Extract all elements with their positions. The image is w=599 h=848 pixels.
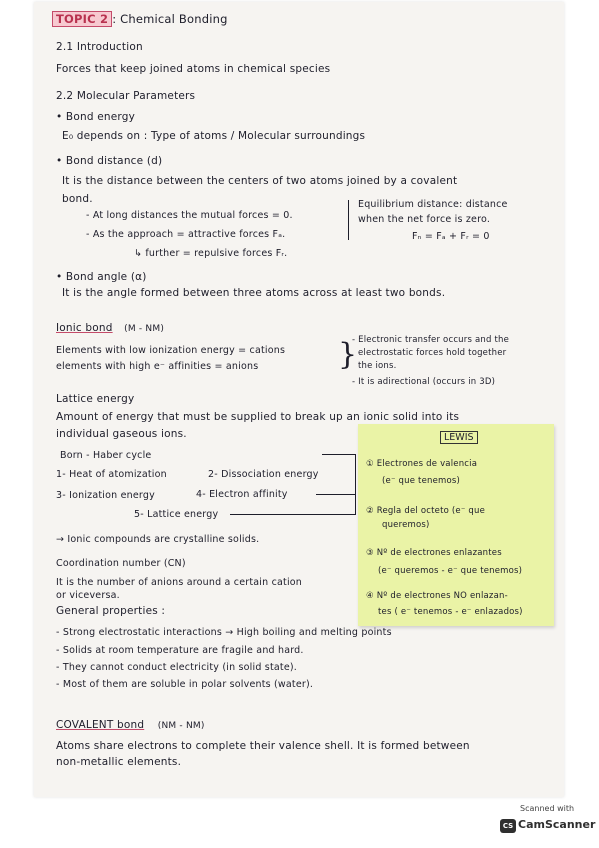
bond-angle-label: • Bond angle (α) — [56, 271, 147, 283]
transfer-line-3: the ions. — [358, 361, 397, 371]
adirectional-text: - It is adirectional (occurs in 3D) — [352, 377, 496, 387]
transfer-line-2: electrostatic forces hold together — [358, 348, 507, 358]
bond-distance-def-2: bond. — [62, 193, 93, 205]
divider-line — [348, 200, 349, 240]
born-haber-step-1: 1- Heat of atomization — [56, 469, 167, 480]
molecular-heading: 2.2 Molecular Parameters — [56, 90, 196, 102]
lewis-item-4a: ④ Nº de electrones NO enlazan- — [366, 591, 508, 601]
property-2: - Solids at room temperature are fragile and hard. — [56, 645, 304, 656]
further-text: ↳ further = repulsive forces Fᵣ. — [134, 248, 288, 259]
intro-text: Forces that keep joined atoms in chemical species — [56, 63, 331, 75]
born-haber-step-5: 5- Lattice energy — [134, 509, 219, 520]
property-4: - Most of them are soluble in polar solvents (water). — [56, 679, 314, 690]
high-affinity-text: elements with high e⁻ affinities = anions — [56, 361, 259, 372]
lewis-item-2b: queremos) — [382, 520, 430, 530]
transfer-line-1: - Electronic transfer occurs and the — [352, 335, 510, 345]
stamp-scanned-text: Scanned with — [520, 804, 575, 813]
coordination-heading: Coordination number (CN) — [56, 558, 186, 569]
brace-symbol: } — [338, 337, 358, 372]
camscanner-stamp — [496, 802, 596, 838]
connector-line — [230, 514, 356, 515]
approach-text: - As the approach = attractive forces Fₐ. — [86, 229, 286, 240]
covalent-heading — [56, 719, 205, 733]
lewis-title: LEWIS — [440, 431, 478, 444]
lewis-item-1a: ① Electrones de valencia — [366, 459, 478, 469]
lattice-heading: Lattice energy — [56, 393, 135, 405]
property-3: - They cannot conduct electricity (in solid state). — [56, 662, 297, 673]
low-ionization-text: Elements with low ionization energy = cations — [56, 345, 286, 356]
ionic-heading-text: Ionic bond — [56, 322, 113, 334]
long-distance-text: - At long distances the mutual forces = 0. — [86, 210, 293, 221]
camscanner-logo-icon: CS — [500, 819, 516, 833]
connector-line — [316, 494, 356, 495]
crystalline-text: → Ionic compounds are crystalline solids. — [56, 534, 260, 545]
bond-energy-depends: E₀ depends on : Type of atoms / Molecular surroundings — [62, 130, 366, 142]
intro-heading: 2.1 Introduction — [56, 41, 143, 53]
lattice-def-2: individual gaseous ions. — [56, 428, 187, 440]
lewis-item-2a: ② Regla del octeto (e⁻ que — [366, 506, 486, 516]
lewis-item-3a: ③ Nº de electrones enlazantes — [366, 548, 502, 558]
born-haber-step-3: 3- Ionization energy — [56, 490, 155, 501]
bond-angle-def: It is the angle formed between three atoms across at least two bonds. — [62, 287, 446, 299]
connector-line — [322, 454, 356, 455]
topic-title — [52, 13, 228, 26]
lewis-item-1b: (e⁻ que tenemos) — [382, 476, 461, 486]
covalent-heading-suffix: (NM - NM) — [157, 721, 205, 731]
equilibrium-line-1: Equilibrium distance: distance — [358, 199, 508, 210]
born-haber-step-4: 4- Electron affinity — [196, 489, 288, 500]
bond-energy-label: • Bond energy — [56, 111, 136, 123]
lewis-item-4b: tes ( e⁻ tenemos - e⁻ enlazados) — [378, 607, 523, 617]
equilibrium-line-2: when the net force is zero. — [358, 214, 491, 225]
born-haber-step-2: 2- Dissociation energy — [208, 469, 319, 480]
stamp-brand-text: CamScanner — [518, 818, 596, 831]
covalent-def-2: non-metallic elements. — [56, 756, 182, 768]
equilibrium-equation: Fₙ = Fₐ + Fᵣ = 0 — [412, 231, 490, 242]
coordination-def-2: or viceversa. — [56, 590, 120, 601]
lattice-def-1: Amount of energy that must be supplied to break up an ionic solid into its — [56, 411, 460, 423]
covalent-def-1: Atoms share electrons to complete their valence shell. It is formed between — [56, 740, 470, 752]
topic-tag: TOPIC 2 — [52, 11, 112, 27]
covalent-heading-text: COVALENT bond — [56, 719, 145, 731]
bond-distance-label: • Bond distance (d) — [56, 155, 163, 167]
ionic-heading-suffix: (M - NM) — [124, 324, 165, 334]
lewis-item-3b: (e⁻ queremos - e⁻ que tenemos) — [378, 566, 523, 576]
general-properties-heading: General properties : — [56, 605, 166, 617]
born-haber-label: Born - Haber cycle — [60, 450, 152, 461]
ionic-heading — [56, 322, 164, 336]
coordination-def-1: It is the number of anions around a certain cation — [56, 577, 303, 588]
connector-line — [355, 454, 356, 514]
bond-distance-def-1: It is the distance between the centers of two atoms joined by a covalent — [62, 175, 458, 187]
property-1: - Strong electrostatic interactions → High boiling and melting points — [56, 627, 392, 638]
topic-title-text: : Chemical Bonding — [112, 12, 228, 26]
